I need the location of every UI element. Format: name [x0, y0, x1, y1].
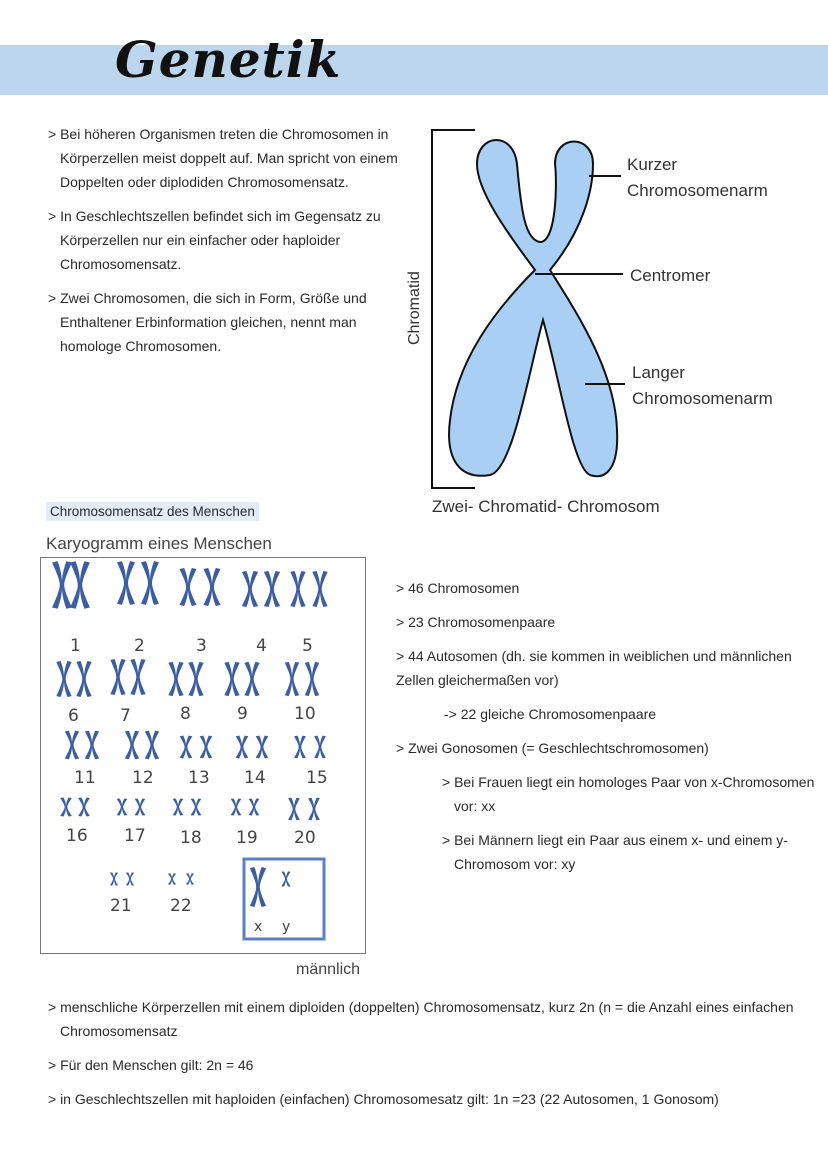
male-label: männlich — [296, 961, 361, 978]
fact-item: > Zwei Gonosomen (= Geschlechtschromosomen) — [396, 740, 709, 756]
fact-item: > 46 Chromosomen — [396, 580, 520, 596]
bottom-bullets — [48, 995, 818, 1121]
bottom-bullet: > menschliche Körperzellen mit einem diploiden (doppelten) Chromosomensatz, kurz 2n (n = die Anzahl eines einfachen Chromosomensatz — [48, 999, 794, 1039]
chromosome-row-2 — [56, 659, 319, 697]
chromosome-number: 7 — [120, 706, 131, 726]
facts-list — [396, 576, 816, 886]
chromosome-number: 15 — [306, 768, 328, 788]
fact-subitem: > Bei Frauen liegt ein homologes Paar von x-Chromosomen vor: xx — [442, 774, 815, 814]
chromosome-row-1 — [52, 561, 328, 609]
fact-subitem: -> 22 gleiche Chromosomenpaare — [444, 706, 657, 722]
chromosome-number: 22 — [170, 896, 192, 916]
chromosome-number: 8 — [180, 704, 191, 724]
chromosome-number: 10 — [294, 704, 316, 724]
chromosome-row-3 — [65, 731, 326, 760]
chromosome-number: 17 — [124, 826, 146, 846]
karyogram-title: Karyogramm eines Menschen — [46, 534, 272, 553]
chromosome-number: 2 — [134, 636, 145, 656]
chromosome-number: 6 — [68, 706, 79, 726]
centromere-label: Centromer — [630, 266, 711, 285]
long-arm-label-line: Chromosomenarm — [632, 389, 773, 408]
chromosome-number: 14 — [244, 768, 266, 788]
intro-bullet: > Zwei Chromosomen, die sich in Form, Größe und Enthaltener Erbinformation gleichen, nennt man homologe Chromosomen. — [48, 290, 367, 354]
bottom-bullet: > Für den Menschen gilt: 2n = 46 — [48, 1057, 254, 1073]
chromosome-number: 13 — [188, 768, 210, 788]
chromosome-number: 5 — [302, 636, 313, 656]
chromosome-number: 18 — [180, 828, 202, 848]
karyogram-figure — [40, 557, 366, 954]
chromosome-number: 3 — [196, 636, 207, 656]
sex-chromosome-label: y — [282, 919, 291, 935]
chromosome-number: 12 — [132, 768, 154, 788]
short-arm-label-line: Kurzer — [627, 155, 678, 174]
intro-bullet: > Bei höheren Organismen treten die Chromosomen in Körperzellen meist doppelt auf. Man spricht von einem Doppelten oder diplodiden Chromosomensatz. — [48, 126, 398, 190]
chromosome-number: 11 — [74, 768, 96, 788]
chromosome-row-4 — [60, 798, 320, 821]
diagram-caption: Zwei- Chromatid- Chromosom — [432, 497, 660, 516]
intro-bullet: > In Geschlechtszellen befindet sich im Gegensatz zu Körperzellen nur ein einfacher oder haploider Chromosomensatz. — [48, 208, 381, 272]
chromosome-number: 1 — [70, 636, 81, 656]
bottom-bullet: > in Geschlechtszellen mit haploiden (einfachen) Chromosomesatz gilt: 1n =23 (22 Autosomen, 1 Gonosom) — [48, 1091, 719, 1107]
sex-chromosome-label: x — [254, 919, 263, 935]
chromosome-number: 20 — [294, 828, 316, 848]
chromosome-number: 21 — [110, 896, 132, 916]
chromosome-number: 19 — [236, 828, 258, 848]
short-arm-label — [627, 152, 768, 204]
chromatid-label: Chromatid — [406, 271, 423, 345]
fact-subitem: > Bei Männern liegt ein Paar aus einem x- und einem y- Chromosom vor: xy — [442, 832, 788, 872]
fact-item: > 44 Autosomen (dh. sie kommen in weiblichen und männlichen Zellen gleichermaßen vor) — [396, 648, 792, 688]
long-arm-label — [632, 360, 773, 412]
chromosome-number: 4 — [256, 636, 267, 656]
chromosome-row-5 — [110, 867, 291, 907]
intro-bullets — [48, 122, 398, 368]
chromosome-number: 9 — [237, 704, 248, 724]
chromosome-shape — [449, 140, 617, 476]
section-label: Chromosomensatz des Menschen — [46, 502, 259, 521]
short-arm-label-line: Chromosomenarm — [627, 181, 768, 200]
long-arm-label-line: Langer — [632, 363, 685, 382]
page-title: Genetik — [115, 30, 342, 89]
fact-item: > 23 Chromosomenpaare — [396, 614, 556, 630]
chromosome-number: 16 — [66, 826, 88, 846]
